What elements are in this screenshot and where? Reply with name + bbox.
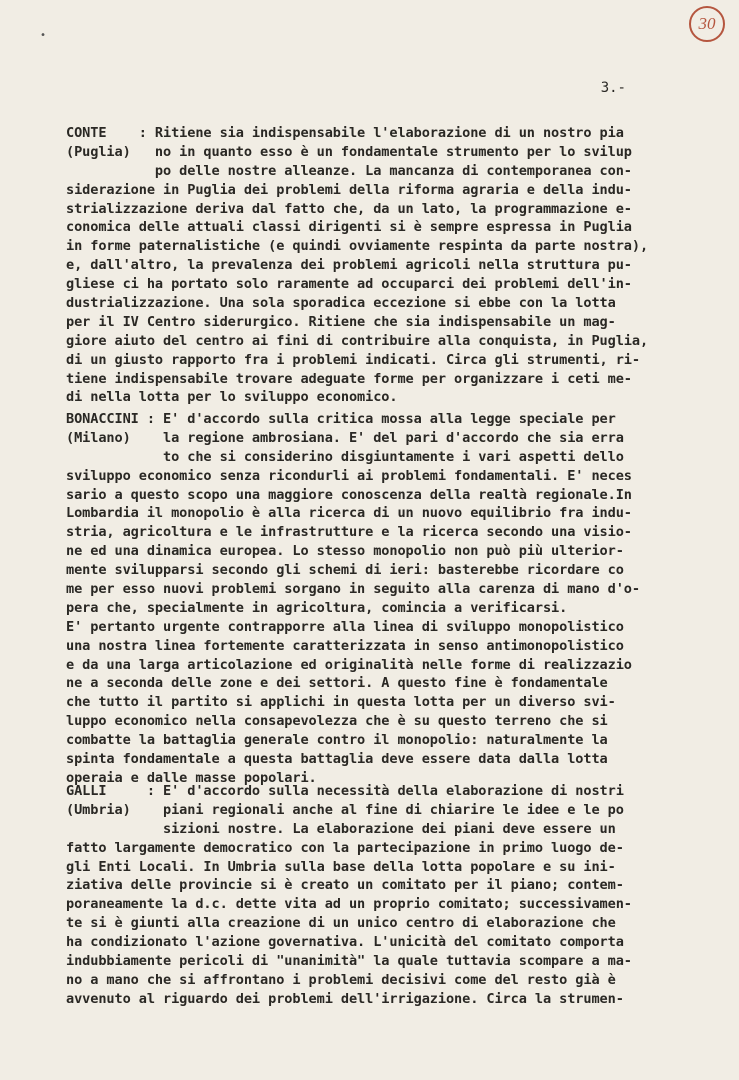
text-line: mente svilupparsi secondo gli schemi di ieri: basterebbe ricordare co [66, 562, 624, 579]
text-line: (Puglia) no in quanto esso è un fondamentale strumento per lo svilup [66, 143, 632, 160]
text-line: avvenuto al riguardo dei problemi dell'irrigazione. Circa la strumen- [66, 990, 624, 1007]
text-line: sizioni nostre. La elaborazione dei piani deve essere un [66, 820, 616, 837]
text-line: sario a questo scopo una maggiore conoscenza della realtà regionale.In [66, 486, 632, 503]
text-line: in forme paternalistiche (e quindi ovviamente respinta da parte nostra), [66, 238, 649, 255]
text-line: Lombardia il monopolio è alla ricerca di un nuovo equilibrio fra indu- [66, 505, 632, 522]
text-line: e, dall'altro, la prevalenza dei problemi agricoli nella struttura pu- [66, 257, 632, 274]
text-line: (Umbria) piani regionali anche al fine di chiarire le idee e le po [66, 801, 624, 818]
text-line: ne ed una dinamica europea. Lo stesso monopolio non può più ulterior- [66, 543, 624, 560]
text-line: gliese ci ha portato solo raramente ad occuparci dei problemi dell'in- [66, 276, 632, 293]
text-line: tiene indispensabile trovare adeguate forme per organizzare i ceti me- [66, 370, 632, 387]
section-galli [66, 782, 696, 1009]
text-line: combatte la battaglia generale contro il monopolio: naturalmente la [66, 732, 608, 749]
text-line: luppo economico nella consapevolezza che è su questo terreno che si [66, 713, 608, 730]
text-line: E' pertanto urgente contrapporre alla linea di sviluppo monopolistico [66, 618, 624, 635]
text-line: una nostra linea fortemente caratterizzata in senso antimonopolistico [66, 637, 624, 654]
text-line: dustrializzazione. Una sola sporadica eccezione si ebbe con la lotta [66, 295, 616, 312]
text-line: pera che, specialmente in agricoltura, comincia a verificarsi. [66, 599, 568, 616]
text-line: gli Enti Locali. In Umbria sulla base della lotta popolare e su ini- [66, 858, 616, 875]
text-line: giore aiuto del centro ai fini di contribuire alla conquista, in Puglia, [66, 332, 649, 349]
text-line: spinta fondamentale a questa battaglia deve essere data dalla lotta [66, 751, 608, 768]
text-line: per il IV Centro siderurgico. Ritiene che sia indispensabile un mag- [66, 313, 616, 330]
text-line: strializzazione deriva dal fatto che, da un lato, la programmazione e- [66, 200, 632, 217]
text-line: conomica delle attuali classi dirigenti si è sempre espressa in Puglia [66, 219, 632, 236]
text-line: sviluppo economico senza ricondurli ai problemi fondamentali. E' neces [66, 467, 632, 484]
text-line: GALLI : E' d'accordo sulla necessità della elaborazione di nostri [66, 783, 624, 799]
text-line: indubbiamente pericoli di "unanimità" la quale tuttavia scompare a ma- [66, 953, 632, 970]
page-number: 3.- [600, 80, 626, 96]
page-stamp: 30 [689, 6, 725, 42]
text-line: no a mano che si affrontano i problemi decisivi come del resto già è [66, 971, 616, 988]
text-line: po delle nostre alleanze. La mancanza di contemporanea con- [66, 162, 632, 179]
section-conte [66, 124, 696, 407]
text-line: che tutto il partito si applichi in questa lotta per un diverso svi- [66, 694, 616, 711]
section-bonaccini [66, 410, 696, 788]
text-line: to che si considerino disgiuntamente i vari aspetti dello [66, 448, 624, 465]
text-line: operaia e dalle masse popolari. [66, 769, 317, 786]
text-line: BONACCINI : E' d'accordo sulla critica mossa alla legge speciale per [66, 411, 616, 427]
text-line: CONTE : Ritiene sia indispensabile l'elaborazione di un nostro pia [66, 125, 624, 141]
text-line: me per esso nuovi problemi sorgano in seguito alla carenza di mano d'o- [66, 581, 640, 598]
text-line: ziativa delle provincie si è creato un comitato per il piano; contem- [66, 877, 624, 894]
text-line: stria, agricoltura e le infrastrutture e la ricerca secondo una visio- [66, 524, 632, 541]
text-line: te si è giunti alla creazione di un unico centro di elaborazione che [66, 915, 616, 932]
ink-mark: • [40, 30, 47, 41]
text-line: fatto largamente democratico con la partecipazione in primo luogo de- [66, 839, 624, 856]
text-line: (Milano) la regione ambrosiana. E' del pari d'accordo che sia erra [66, 429, 624, 446]
text-line: di nella lotta per lo sviluppo economico. [66, 389, 398, 406]
text-line: di un giusto rapporto fra i problemi indicati. Circa gli strumenti, ri- [66, 351, 640, 368]
text-line: siderazione in Puglia dei problemi della riforma agraria e della indu- [66, 181, 632, 198]
text-line: ne a seconda delle zone e dei settori. A questo fine è fondamentale [66, 675, 608, 692]
text-line: poraneamente la d.c. dette vita ad un proprio comitato; successivamen- [66, 896, 632, 913]
text-line: ha condizionato l'azione governativa. L'unicità del comitato comporta [66, 934, 624, 951]
text-line: e da una larga articolazione ed originalità nelle forme di realizzazio [66, 656, 632, 673]
